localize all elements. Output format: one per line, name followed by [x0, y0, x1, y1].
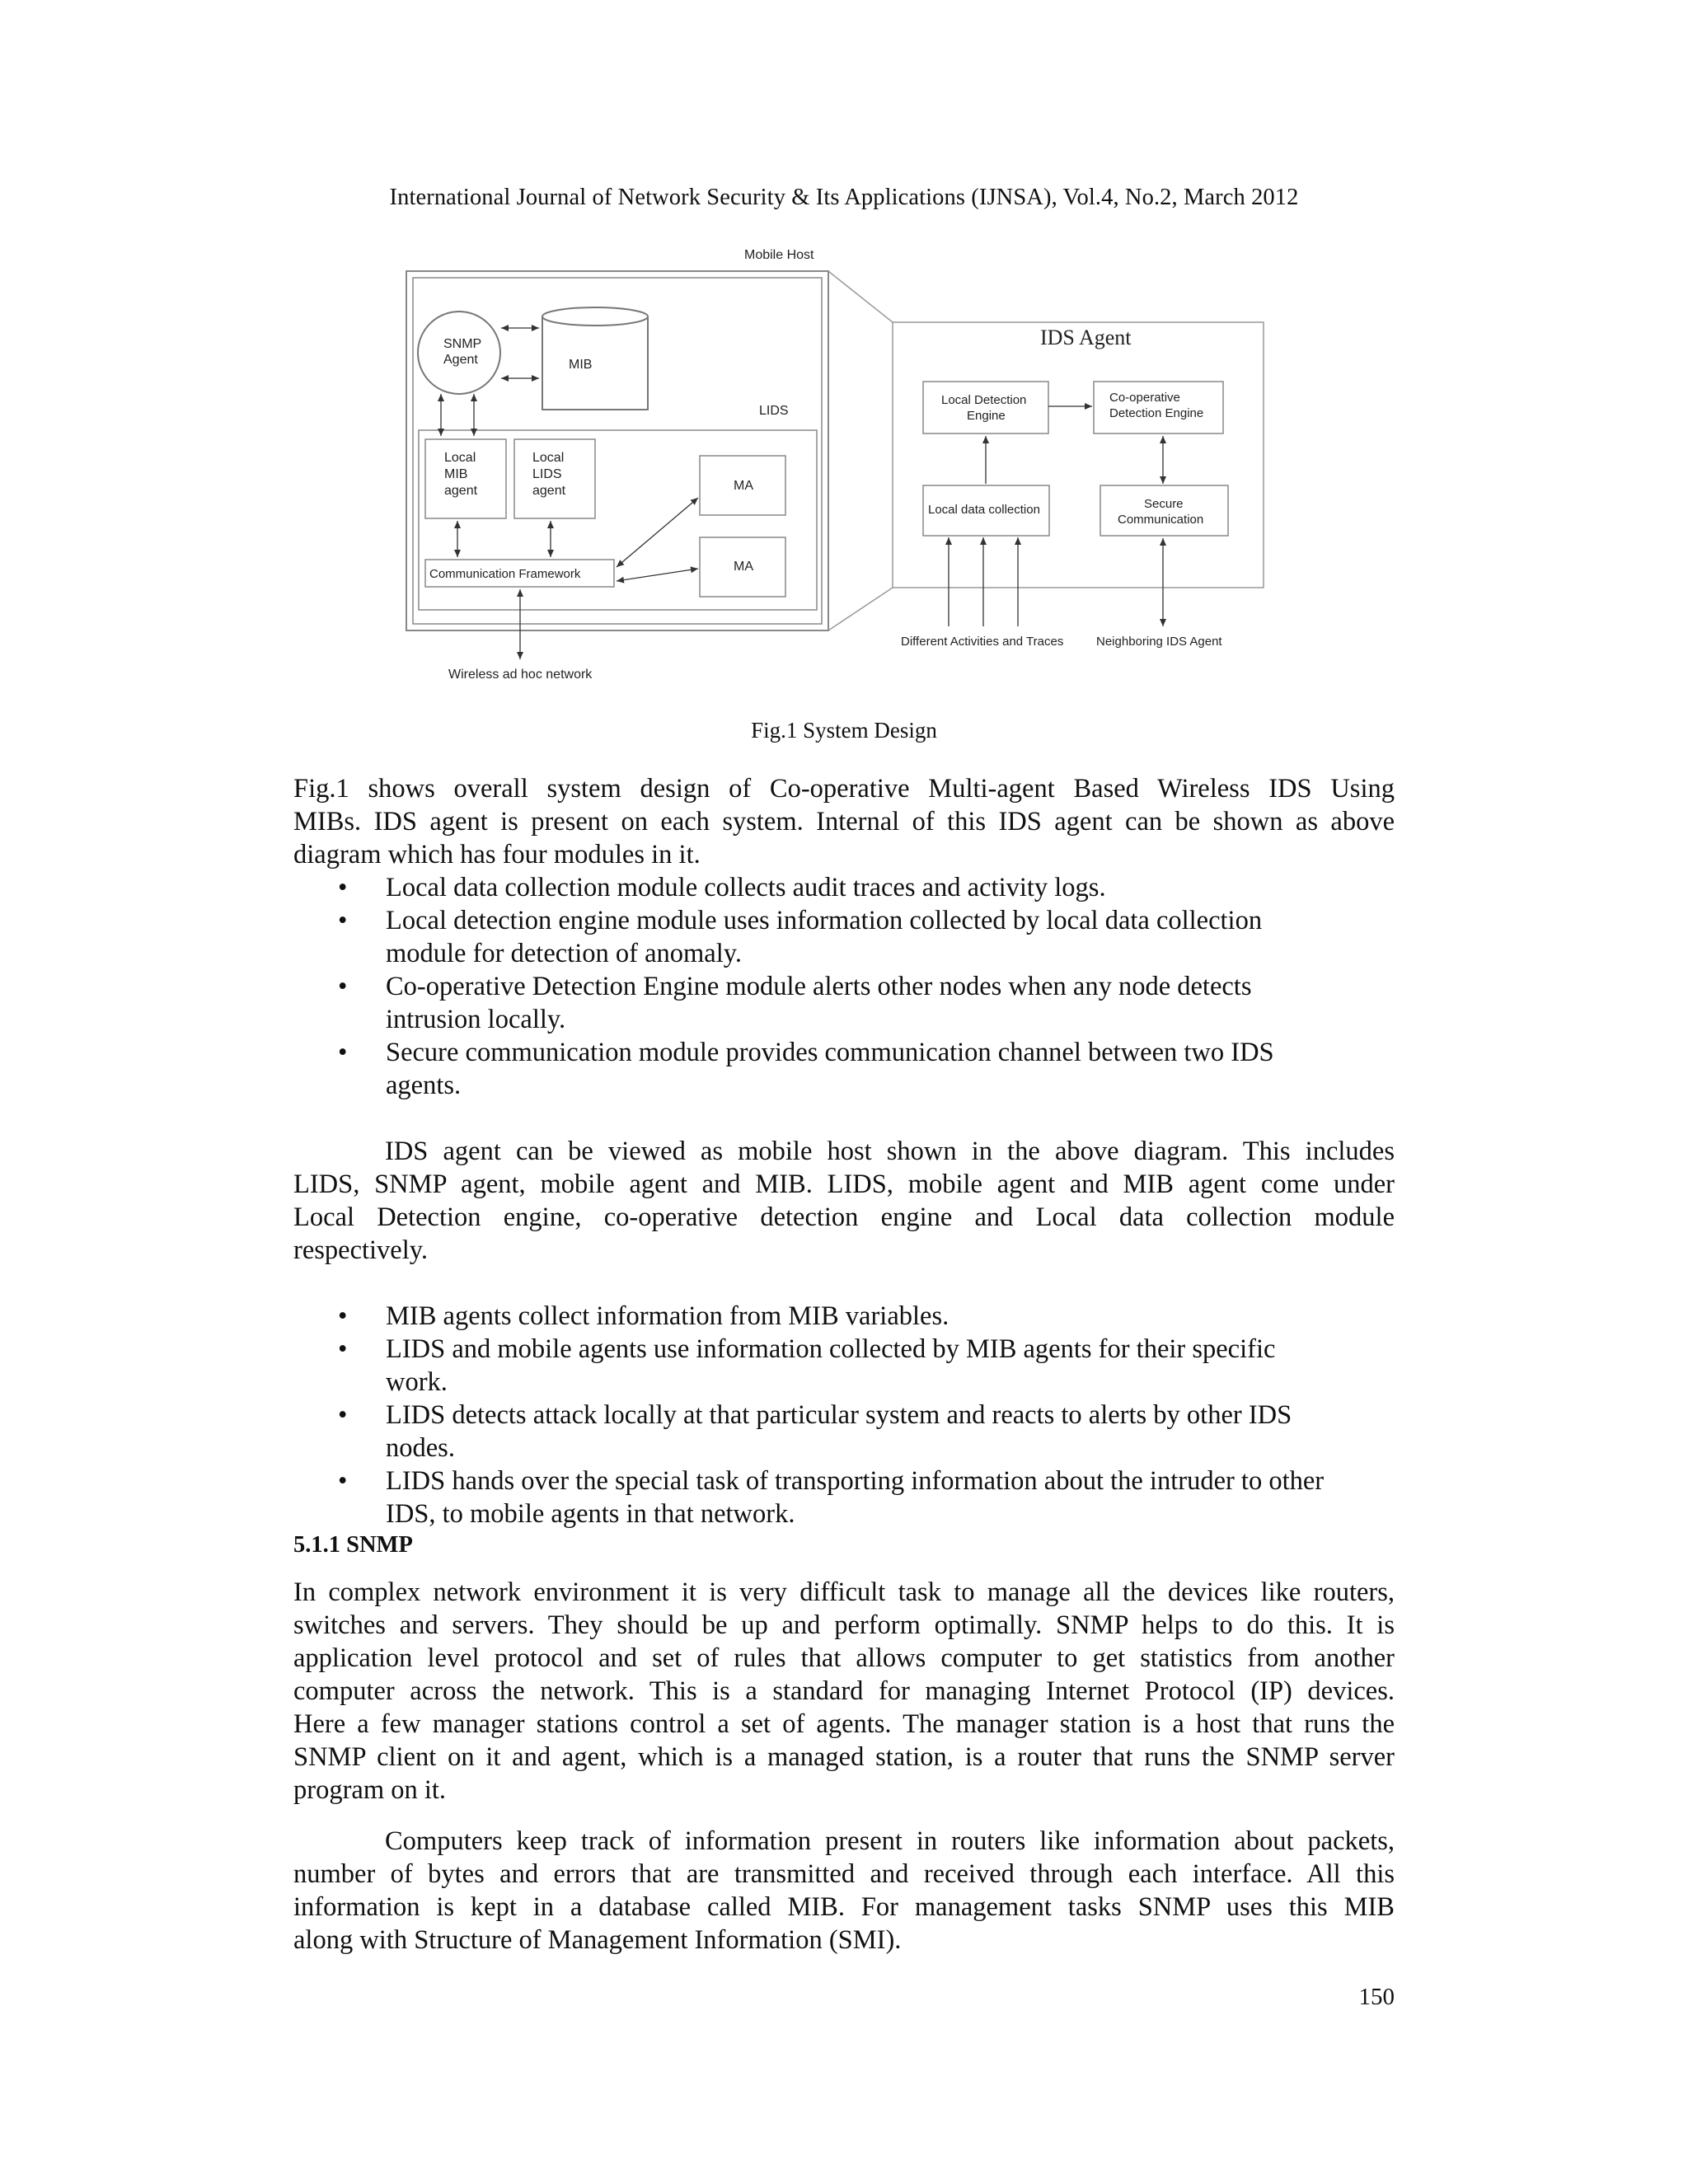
list-item-text: Co-operative Detection Engine module alerts other nodes when any node detects — [386, 972, 1252, 1001]
bullet-icon: • — [338, 1038, 348, 1067]
list-item-text: IDS, to mobile agents in that network. — [386, 1499, 795, 1529]
text-line: SNMP client on it and agent, which is a managed station, is a router that runs the SNMP server — [293, 1742, 1395, 1772]
secure-communication-label-2: Communication — [1118, 513, 1204, 527]
neighboring-ids-agent-label: Neighboring IDS Agent — [1096, 635, 1222, 649]
section-heading: 5.1.1 SNMP — [293, 1532, 413, 1558]
list-item-text: nodes. — [386, 1433, 455, 1463]
list-item — [293, 1399, 1398, 1465]
lids-region-box — [419, 430, 817, 610]
bullet-icon: • — [338, 873, 348, 902]
list-item-text: Secure communication module provides communication channel between two IDS — [386, 1038, 1274, 1067]
text-line: computer across the network. This is a standard for managing Internet Protocol (IP) devices. — [293, 1676, 1395, 1706]
text-line: respectively. — [293, 1235, 429, 1265]
zoom-line-top — [828, 271, 893, 322]
text-line: MIBs. IDS agent is present on each system. Internal of this IDS agent can be shown as above — [293, 807, 1395, 837]
text-line: program on it. — [293, 1775, 447, 1805]
snmp-agent-label-2: Agent — [443, 353, 478, 367]
wireless-network-label: Wireless ad hoc network — [448, 668, 593, 682]
bullet-icon: • — [338, 1466, 348, 1496]
arrow-comm-ma1 — [617, 498, 698, 567]
label-mobile-host: Mobile Host — [744, 248, 814, 262]
ids-agent-title: IDS Agent — [1040, 326, 1132, 349]
local-lids-agent-label-2: LIDS — [532, 467, 562, 481]
list-item-text: module for detection of anomaly. — [386, 939, 742, 968]
bullet-icon: • — [338, 1400, 348, 1430]
list-item-text: intrusion locally. — [386, 1005, 566, 1034]
text-line: LIDS, SNMP agent, mobile agent and MIB. LIDS, mobile agent and MIB agent come under — [293, 1169, 1395, 1199]
local-mib-agent-label-2: MIB — [444, 467, 468, 481]
local-detection-engine-box — [923, 382, 1048, 434]
snmp-agent-label-1: SNMP — [443, 337, 482, 351]
text-line: number of bytes and errors that are transmitted and received through each interface. All this — [293, 1859, 1395, 1889]
text-line: switches and servers. They should be up and perform optimally. SNMP helps to do this. It is — [293, 1610, 1395, 1640]
cooperative-detection-engine-label-1: Co-operative — [1109, 391, 1180, 405]
bullet-icon: • — [338, 1301, 348, 1331]
running-header: International Journal of Network Security & Its Applications (IJNSA), Vol.4, No.2, March 2012 — [389, 185, 1299, 210]
local-data-collection-label: Local data collection — [928, 503, 1040, 517]
figure-caption: Fig.1 System Design — [751, 718, 937, 743]
mib-database-icon — [542, 307, 648, 410]
text-line: information is kept in a database called MIB. For management tasks SNMP uses this MIB — [293, 1892, 1395, 1922]
lids-label: LIDS — [759, 404, 789, 418]
list-item-text: agents. — [386, 1071, 462, 1100]
list-item-text: work. — [386, 1367, 448, 1397]
list-item-text: LIDS and mobile agents use information collected by MIB agents for their specific — [386, 1334, 1276, 1364]
agent-list — [293, 1300, 1398, 1530]
local-detection-engine-label-2: Engine — [967, 409, 1006, 423]
bullet-icon: • — [338, 906, 348, 935]
communication-framework-label: Communication Framework — [429, 567, 581, 581]
ma-label-2: MA — [734, 560, 753, 574]
text-line: Local Detection engine, co-operative detection engine and Local data collection module — [293, 1202, 1395, 1232]
list-item — [293, 1300, 1398, 1333]
page-number: 150 — [1358, 1984, 1395, 2010]
text-line: IDS agent can be viewed as mobile host shown in the above diagram. This includes — [385, 1137, 1395, 1166]
secure-communication-label-1: Secure — [1144, 497, 1184, 511]
text-line: Fig.1 shows overall system design of Co-operative Multi-agent Based Wireless IDS Using — [293, 774, 1395, 804]
different-activities-label: Different Activities and Traces — [901, 635, 1064, 649]
list-item — [293, 1333, 1398, 1399]
module-list — [293, 871, 1398, 1102]
text-line: diagram which has four modules in it. — [293, 840, 701, 869]
paragraph-ids-agent — [293, 1135, 1395, 1267]
list-item — [293, 904, 1398, 970]
local-detection-engine-label-1: Local Detection — [941, 393, 1027, 407]
list-item — [293, 871, 1398, 904]
local-mib-agent-label-3: agent — [444, 484, 478, 498]
text-line: Here a few manager stations control a set of agents. The manager station is a host that runs the — [293, 1709, 1395, 1739]
local-lids-agent-label-1: Local — [532, 451, 565, 465]
paragraph-mib — [293, 1825, 1395, 1957]
list-item — [293, 1465, 1398, 1530]
paragraph-snmp — [293, 1576, 1395, 1807]
text-line: In complex network environment it is very difficult task to manage all the devices like routers, — [293, 1577, 1395, 1607]
paragraph-intro — [293, 772, 1395, 871]
arrow-comm-ma2 — [617, 569, 698, 581]
text-line: application level protocol and set of rules that allows computer to get statistics from another — [293, 1643, 1395, 1673]
bullet-icon: • — [338, 972, 348, 1001]
text-line: along with Structure of Management Information (SMI). — [293, 1925, 902, 1955]
list-item-text: Local detection engine module uses information collected by local data collection — [386, 906, 1263, 935]
cooperative-detection-engine-label-2: Detection Engine — [1109, 406, 1204, 420]
list-item — [293, 1036, 1398, 1102]
list-item-text: LIDS hands over the special task of transporting information about the intruder to other — [386, 1466, 1325, 1496]
local-lids-agent-label-3: agent — [532, 484, 566, 498]
bullet-icon: • — [338, 1334, 348, 1364]
list-item-text: MIB agents collect information from MIB variables. — [386, 1301, 950, 1331]
system-design-figure — [0, 0, 1688, 742]
mib-label: MIB — [569, 358, 593, 372]
list-item — [293, 970, 1398, 1036]
text-line: Computers keep track of information present in routers like information about packets, — [385, 1826, 1395, 1856]
list-item-text: LIDS detects attack locally at that particular system and reacts to alerts by other IDS — [386, 1400, 1292, 1430]
list-item-text: Local data collection module collects audit traces and activity logs. — [386, 873, 1106, 902]
ma-label-1: MA — [734, 479, 753, 493]
local-mib-agent-label-1: Local — [444, 451, 476, 465]
zoom-line-bottom — [828, 588, 893, 630]
